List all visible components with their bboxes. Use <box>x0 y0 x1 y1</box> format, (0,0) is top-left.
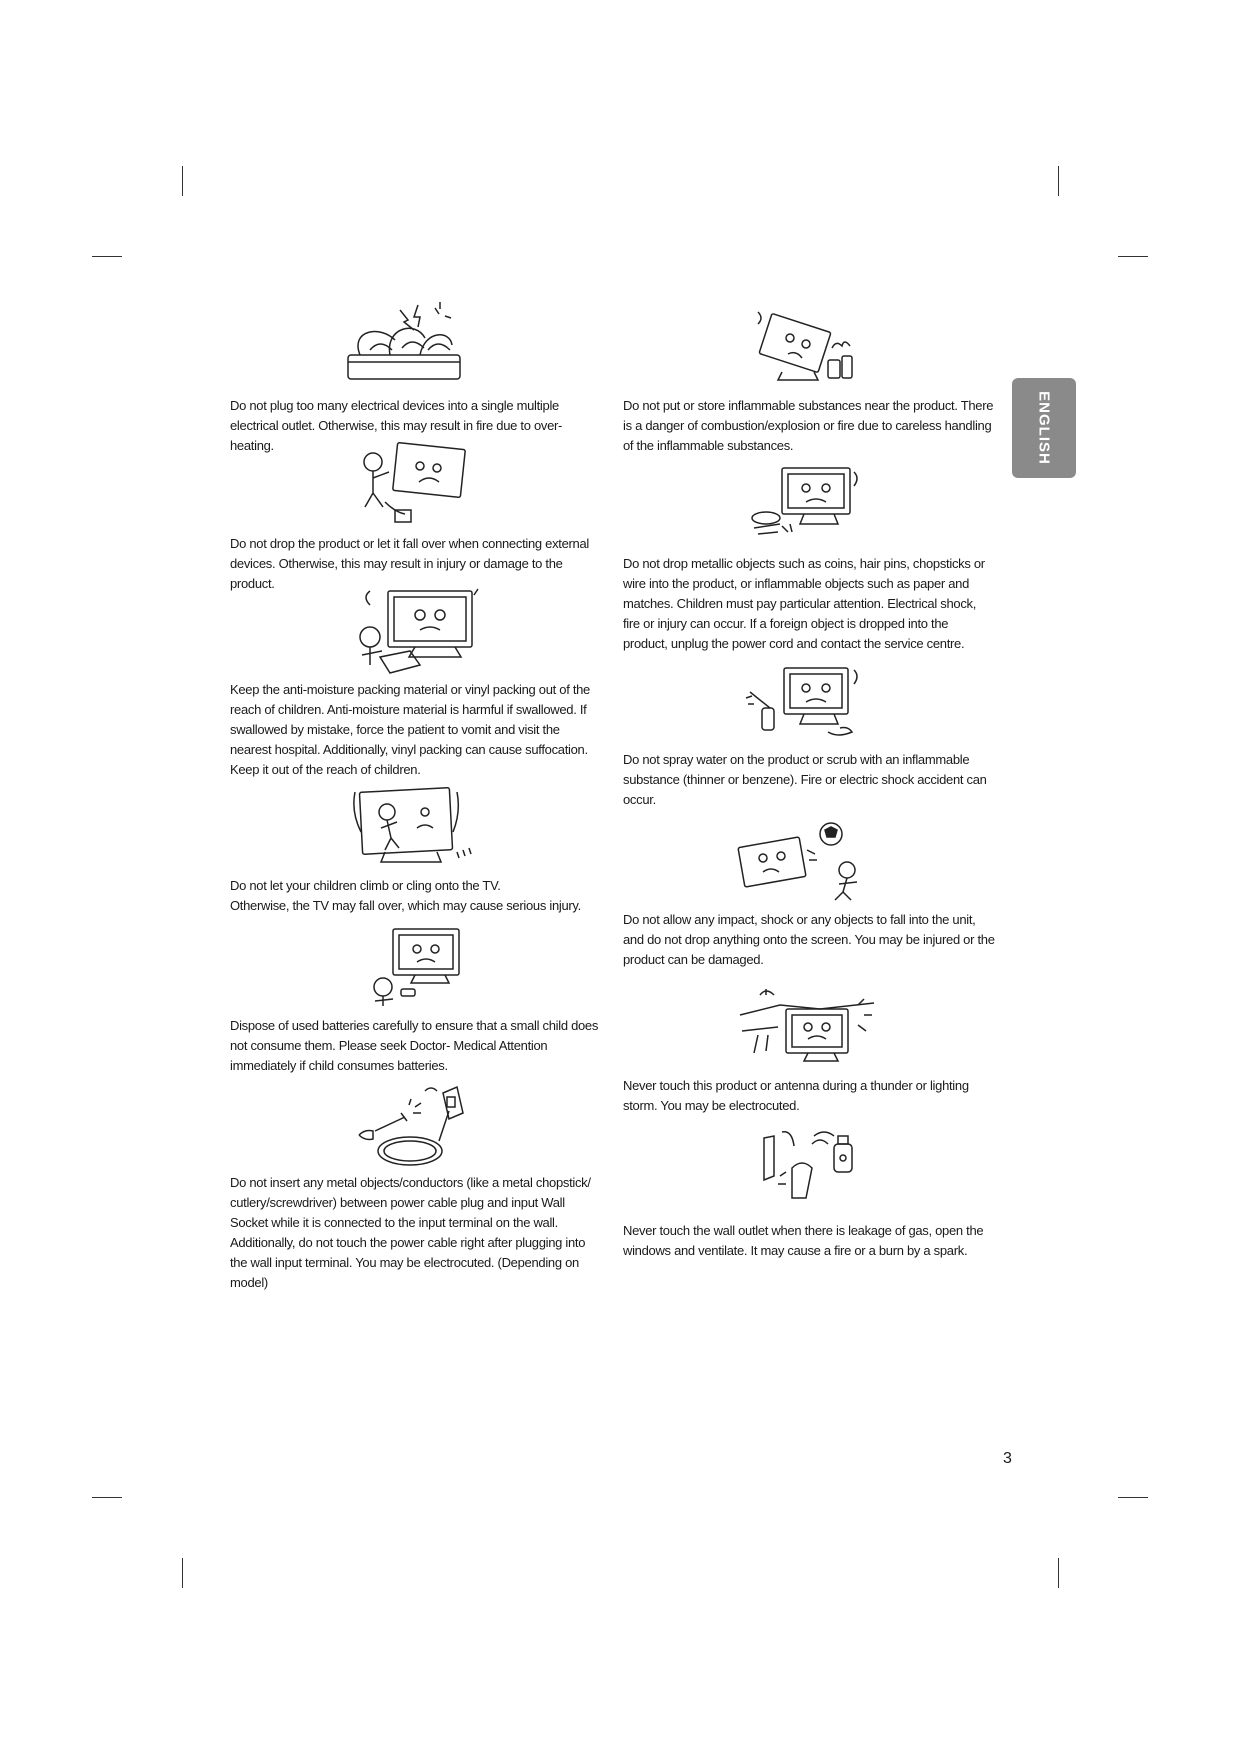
warning-text: Keep the anti-moisture packing material or vinyl packing out of the reach of children. Anti-moisture material is harmful if swallowed. If swallowed by mistake, force the patient to vomit and visit the nearest hospital. Additionally, vinyl packing can cause suffocation. Keep it out of the reach of children. <box>230 682 590 777</box>
crop-mark <box>1058 166 1059 196</box>
crop-mark <box>1058 1558 1059 1588</box>
child-climbing-tv-illustration <box>345 782 475 872</box>
crop-mark <box>92 256 122 257</box>
spray-water-tv-illustration <box>742 662 862 744</box>
warning-text: Do not drop metallic objects such as coins, hair pins, chopsticks or wire into the product, or inflammable objects such as paper and matches. Children must pay particular attention. Electrical shock, fire or injury can occur. If a foreign object is dropped into the product, unplug the power cord and contact the service centre. <box>623 556 985 651</box>
inflammable-substances-illustration <box>752 308 862 388</box>
warning-text: Never touch this product or antenna during a thunder or lighting storm. You may be electrocuted. <box>623 1078 969 1113</box>
metallic-objects-tv-illustration <box>742 462 862 544</box>
warning-text: Do not allow any impact, shock or any objects to fall into the unit, and do not drop anything onto the screen. You may be injured or the product can be damaged. <box>623 912 995 967</box>
lightning-storm-antenna-illustration <box>738 985 878 1067</box>
warning-text-multiline <box>230 876 602 916</box>
ball-impact-tv-illustration <box>735 820 875 902</box>
warning-text: Dispose of used batteries carefully to ensure that a small child does not consume them. Please seek Doctor- Medical Attention immediately if child consumes batteries. <box>230 1018 599 1073</box>
metal-object-wall-socket-illustration <box>355 1083 475 1173</box>
language-tab-label: ENGLISH <box>1035 391 1053 465</box>
warning-text: Do not spray water on the product or scrub with an inflammable substance (thinner or benzene). Fire or electric shock accident can occur. <box>623 752 987 807</box>
crop-mark <box>92 1497 122 1498</box>
warning-text: Do not plug too many electrical devices into a single multiple electrical outlet. Otherwise, this may result in fire due to over-heating. <box>230 398 563 453</box>
crop-mark <box>182 166 183 196</box>
child-swallowing-battery-illustration <box>365 925 465 1010</box>
warning-text: Do not put or store inflammable substances near the product. There is a danger of combustion/explosion or fire due to careless handling of the inflammable substances. <box>623 398 994 453</box>
crop-mark <box>182 1558 183 1588</box>
warning-text-line: Otherwise, the TV may fall over, which may cause serious injury. <box>230 898 581 913</box>
warning-text: Do not insert any metal objects/conductors (like a metal chopstick/ cutlery/screwdriver) between power cable plug and input Wall Socket while it is connected to the input terminal on the wall. Additionally, do not touch the power cable right after plugging into the wall input terminal. You may be electrocuted. (Depending on model) <box>230 1175 591 1290</box>
child-packing-material-illustration <box>340 585 480 675</box>
power-strip-overload-illustration <box>340 300 470 388</box>
page-number: 3 <box>1003 1450 1012 1467</box>
warning-text-line: Do not let your children climb or cling onto the TV. <box>230 878 501 893</box>
crop-mark <box>1118 256 1148 257</box>
warning-text: Do not drop the product or let it fall over when connecting external devices. Otherwise, this may result in injury or damage to the product. <box>230 536 589 591</box>
warning-text: Never touch the wall outlet when there is leakage of gas, open the windows and ventilate. It may cause a fire or a burn by a spark. <box>623 1223 984 1258</box>
gas-leak-wall-outlet-illustration <box>752 1128 862 1212</box>
crop-mark <box>1118 1497 1148 1498</box>
language-tab <box>1012 378 1076 478</box>
tv-falling-child-illustration <box>355 442 475 527</box>
